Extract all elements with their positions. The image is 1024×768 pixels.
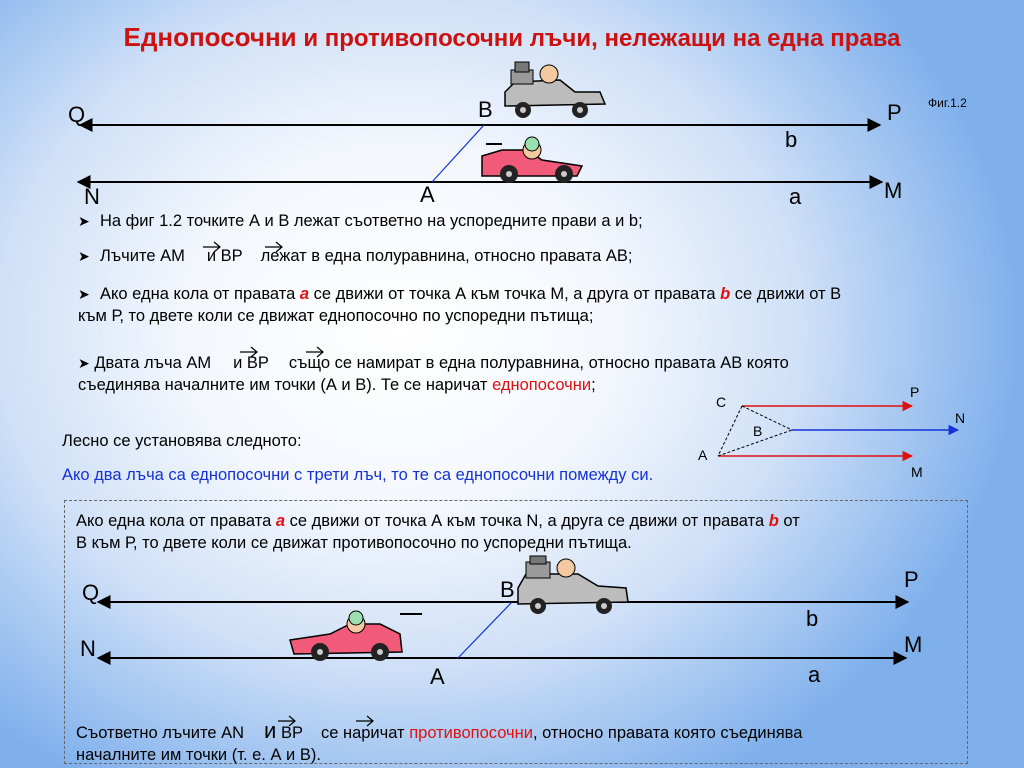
small-label-a: A <box>698 447 708 463</box>
bullet-2: ➤ Лъчите АМ и ВР лежат в една полуравнина, относно правата АВ; <box>78 247 633 265</box>
small-label-p: P <box>910 384 920 400</box>
label-m: M <box>884 178 903 203</box>
bullet-arrow-icon: ➤ <box>78 248 90 264</box>
small-label-b: B <box>753 423 763 439</box>
label2-a-line: a <box>808 662 821 687</box>
box-conclusion: Съответно лъчите АN и ВР се наричат противопосочни, относно правата която съединява началните им точки (т. е. А и В). <box>76 718 803 764</box>
label2-m: M <box>904 632 923 657</box>
seg-cb <box>742 406 792 430</box>
label-b-point: B <box>478 97 493 122</box>
small-label-n: N <box>955 410 966 426</box>
title-part2: и противопосочни лъчи, нележащи на една права <box>296 25 901 52</box>
easy-text: Лесно се установява следното: <box>62 432 302 450</box>
bullet-arrow-icon: ➤ <box>78 286 90 302</box>
label2-q: Q <box>82 580 100 605</box>
label2-a-point: A <box>430 664 445 689</box>
label-n: N <box>84 184 100 209</box>
label2-b-line: b <box>806 606 819 631</box>
label2-p: P <box>904 567 919 592</box>
rule-text: Ако два лъча са еднопосочни с трети лъч, то те са еднопосочни помежду си. <box>62 466 654 484</box>
bullet-3: ➤ Ако една кола от правата а се движи от точка А към точка М, а друга от правата b се движи от В към Р, то двете коли се движат еднопосочно по успоредни пътища; <box>78 285 842 325</box>
label2-b-point: B <box>500 577 515 602</box>
box-intro: Ако една кола от правата а се движи от точка А към точка N, а друга се движи от правата b от В към Р, то двете коли се движат противопосочно по успоредни пътища. <box>76 512 800 552</box>
bullet-4: ➤ Двата лъча АМ и ВР също се намират в една полуравнина, относно правата АВ която съединява началните им точки (А и В). Те се наричат еднопосочни; <box>78 354 789 394</box>
title-part1: Еднопосочни <box>123 22 297 52</box>
bullet-arrow-icon: ➤ <box>78 213 90 229</box>
label-p: P <box>887 100 902 125</box>
small-label-m: M <box>911 464 923 480</box>
bullet-1: ➤ На фиг 1.2 точките А и В лежат съответно на успоредните прави а и b; <box>78 212 643 230</box>
small-label-c: C <box>716 394 727 410</box>
label-a-line: a <box>789 184 802 209</box>
label-a-point: A <box>420 182 435 207</box>
label-b-line: b <box>785 127 798 152</box>
figure-label: Фиг.1.2 <box>928 96 967 110</box>
label-q: Q <box>68 102 86 127</box>
red-car-bottom <box>482 137 582 183</box>
segment-ab <box>432 125 484 182</box>
bullet-arrow-icon: ➤ <box>78 355 90 371</box>
gray-car-top <box>505 62 605 118</box>
label2-n: N <box>80 636 96 661</box>
